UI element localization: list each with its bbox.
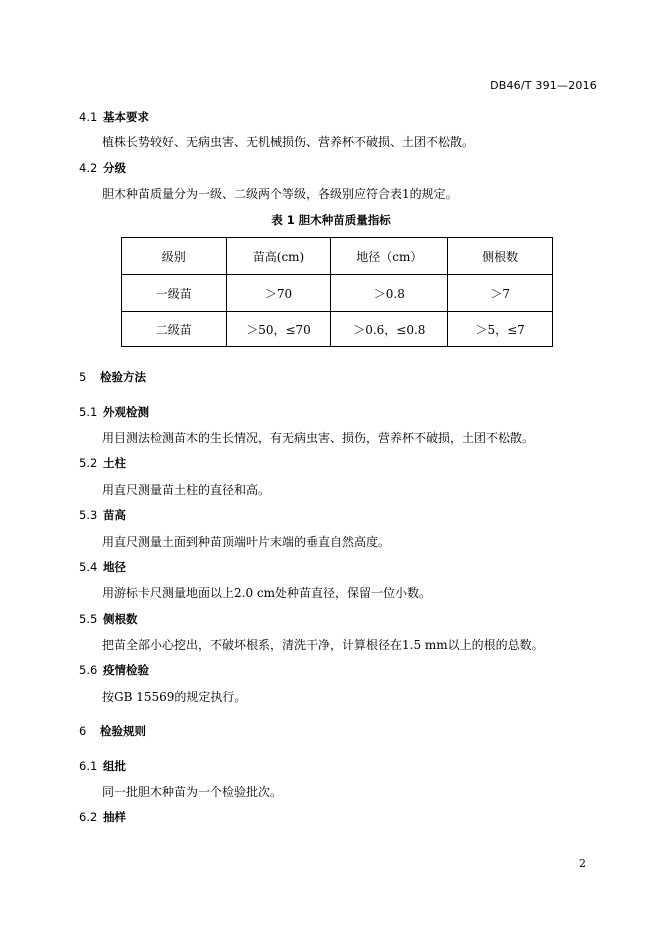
table-header-cell: 侧根数 — [448, 238, 553, 275]
table-cell: ＞50，≤70 — [226, 312, 331, 347]
table-row — [122, 275, 553, 312]
section-title: 疫情检验 — [103, 663, 149, 677]
table-cell: 一级苗 — [122, 275, 227, 312]
section-number: 6.1 — [79, 759, 98, 773]
quality-table — [121, 237, 553, 347]
section-title: 检验方法 — [100, 370, 146, 384]
section-number: 5.3 — [79, 508, 98, 522]
table-cell: ＞0.8 — [331, 275, 448, 312]
section-heading-5-1 — [79, 404, 149, 420]
section-title: 外观检测 — [103, 405, 149, 419]
section-title: 抽样 — [103, 810, 126, 824]
section-number: 4.1 — [79, 110, 98, 124]
section-number: 5.6 — [79, 663, 98, 677]
table-row — [122, 312, 553, 347]
table-cell: ＞7 — [448, 275, 553, 312]
paragraph: 按GB 15569的规定执行。 — [102, 690, 247, 704]
paragraph: 用直尺测量苗土柱的直径和高。 — [102, 483, 271, 497]
section-number: 6.2 — [79, 810, 98, 824]
paragraph: 胆木种苗质量分为一级、二级两个等级，各级别应符合表1的规定。 — [102, 187, 458, 201]
paragraph: 用直尺测量土面到种苗顶端叶片末端的垂直自然高度。 — [102, 535, 391, 549]
section-title: 基本要求 — [103, 110, 149, 124]
section-heading-6-1 — [79, 758, 126, 774]
table-cell: ＞0.6，≤0.8 — [331, 312, 448, 347]
table-header-cell: 苗高(cm) — [226, 238, 331, 275]
section-heading-5-6 — [79, 662, 149, 678]
paragraph: 同一批胆木种苗为一个检验批次。 — [102, 785, 283, 799]
section-heading-4-1 — [79, 109, 149, 125]
section-title: 侧根数 — [103, 612, 138, 626]
section-number: 6 — [79, 724, 87, 738]
page-number: 2 — [579, 857, 586, 870]
section-heading-5-4 — [79, 559, 126, 575]
paragraph: 用目测法检测苗木的生长情况，有无病虫害、损伤，营养杯不破损，土团不松散。 — [102, 431, 535, 445]
section-heading-5-3 — [79, 507, 126, 523]
section-title: 苗高 — [103, 508, 126, 522]
table-cell: 二级苗 — [122, 312, 227, 347]
table-header-cell: 地径（cm） — [331, 238, 448, 275]
section-heading-5-2 — [79, 455, 126, 471]
section-title: 检验规则 — [100, 724, 146, 738]
document-id: DB46/T 391—2016 — [490, 79, 597, 92]
section-number: 5.2 — [79, 456, 98, 470]
section-heading-5 — [79, 369, 146, 385]
paragraph: 用游标卡尺测量地面以上2.0 cm处种苗直径，保留一位小数。 — [102, 586, 432, 600]
section-number: 5.4 — [79, 560, 98, 574]
section-number: 4.2 — [79, 161, 98, 175]
table-cell: ＞70 — [226, 275, 331, 312]
paragraph: 植株长势较好、无病虫害、无机械损伤、营养杯不破损、土团不松散。 — [102, 135, 475, 149]
section-number: 5 — [79, 370, 87, 384]
table-cell: ＞5，≤7 — [448, 312, 553, 347]
section-heading-6 — [79, 723, 146, 739]
table-header-cell: 级别 — [122, 238, 227, 275]
table-caption: 表 1 胆木种苗质量指标 — [271, 213, 391, 227]
section-heading-5-5 — [79, 611, 138, 627]
section-title: 地径 — [103, 560, 126, 574]
section-number: 5.5 — [79, 612, 98, 626]
section-number: 5.1 — [79, 405, 98, 419]
section-title: 组批 — [103, 759, 126, 773]
section-title: 土柱 — [103, 456, 126, 470]
table-header-row — [122, 238, 553, 275]
section-heading-4-2 — [79, 160, 126, 176]
section-title: 分级 — [103, 161, 126, 175]
paragraph: 把苗全部小心挖出，不破坏根系，清洗干净，计算根径在1.5 mm以上的根的总数。 — [102, 638, 544, 652]
section-heading-6-2 — [79, 809, 126, 825]
